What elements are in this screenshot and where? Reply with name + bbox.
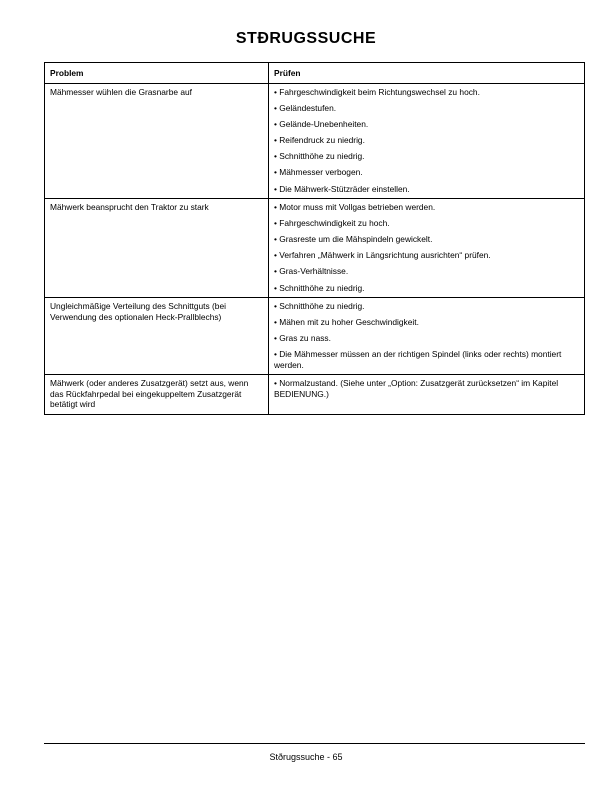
problem-cell bbox=[45, 375, 269, 415]
problem-cell bbox=[45, 298, 269, 375]
problem-text: Mähmesser wühlen die Grasnarbe auf bbox=[50, 87, 192, 97]
problem-text: Mähwerk beansprucht den Traktor zu stark bbox=[50, 202, 209, 213]
table-row bbox=[45, 84, 585, 199]
problem-text: Ungleichmäßige Verteilung des Schnittguts (bei Verwendung des optionalen Heck-Prallblechs) bbox=[50, 301, 226, 322]
check-cell bbox=[269, 84, 585, 199]
check-item: • Die Mähwerk-Stützräder einstellen. bbox=[274, 183, 410, 194]
check-item: • Mähmesser verbogen. bbox=[274, 167, 363, 178]
check-item: • Fahrgeschwindigkeit beim Richtungswechsel zu hoch. bbox=[274, 87, 480, 97]
check-item: • Schnitthöhe zu niedrig. bbox=[274, 151, 365, 162]
table-row bbox=[45, 199, 585, 298]
check-item: • Schnitthöhe zu niedrig. bbox=[274, 301, 365, 312]
check-item: • Die Mähmesser müssen an der richtigen Spindel (links oder rechts) montiert werden. bbox=[274, 349, 562, 370]
check-item: • Gras zu nass. bbox=[274, 333, 331, 344]
table-header-row bbox=[45, 63, 585, 84]
problem-column-header: Problem bbox=[45, 63, 269, 84]
check-item: • Gelände-Unebenheiten. bbox=[274, 119, 369, 130]
check-item: • Mähen mit zu hoher Geschwindigkeit. bbox=[274, 317, 419, 328]
table-row bbox=[45, 298, 585, 375]
page-title: STÐRUGSSUCHE bbox=[235, 30, 377, 47]
troubleshooting-table bbox=[44, 62, 585, 415]
check-item: • Verfahren „Mähwerk in Längsrichtung ausrichten“ prüfen. bbox=[274, 250, 491, 261]
problem-cell bbox=[45, 199, 269, 298]
check-cell bbox=[269, 298, 585, 375]
check-cell bbox=[269, 199, 585, 298]
check-column-header: Prüfen bbox=[269, 63, 585, 84]
problem-text: Mähwerk (oder anderes Zusatzgerät) setzt aus, wenn das Rückfahrpedal bei eingekuppeltem Zusatzgerät betätigt wird bbox=[50, 378, 249, 410]
check-item: • Gras-Verhältnisse. bbox=[274, 266, 349, 277]
footer-divider bbox=[44, 743, 585, 744]
check-item: • Motor muss mit Vollgas betrieben werden. bbox=[274, 202, 436, 213]
check-item: • Normalzustand. (Siehe unter „Option: Zusatzgerät zurücksetzen“ im Kapitel BEDIENUNG.) bbox=[274, 378, 559, 399]
page-footer: Stðrugssuche - 65 bbox=[269, 752, 343, 762]
check-cell bbox=[269, 375, 585, 415]
check-item: • Grasreste um die Mähspindeln gewickelt. bbox=[274, 234, 433, 245]
problem-cell bbox=[45, 84, 269, 199]
check-item: • Schnitthöhe zu niedrig. bbox=[274, 282, 365, 293]
table-row bbox=[45, 375, 585, 415]
check-item: • Reifendruck zu niedrig. bbox=[274, 135, 365, 146]
check-item: • Geländestufen. bbox=[274, 103, 337, 114]
check-item: • Fahrgeschwindigkeit zu hoch. bbox=[274, 218, 390, 229]
